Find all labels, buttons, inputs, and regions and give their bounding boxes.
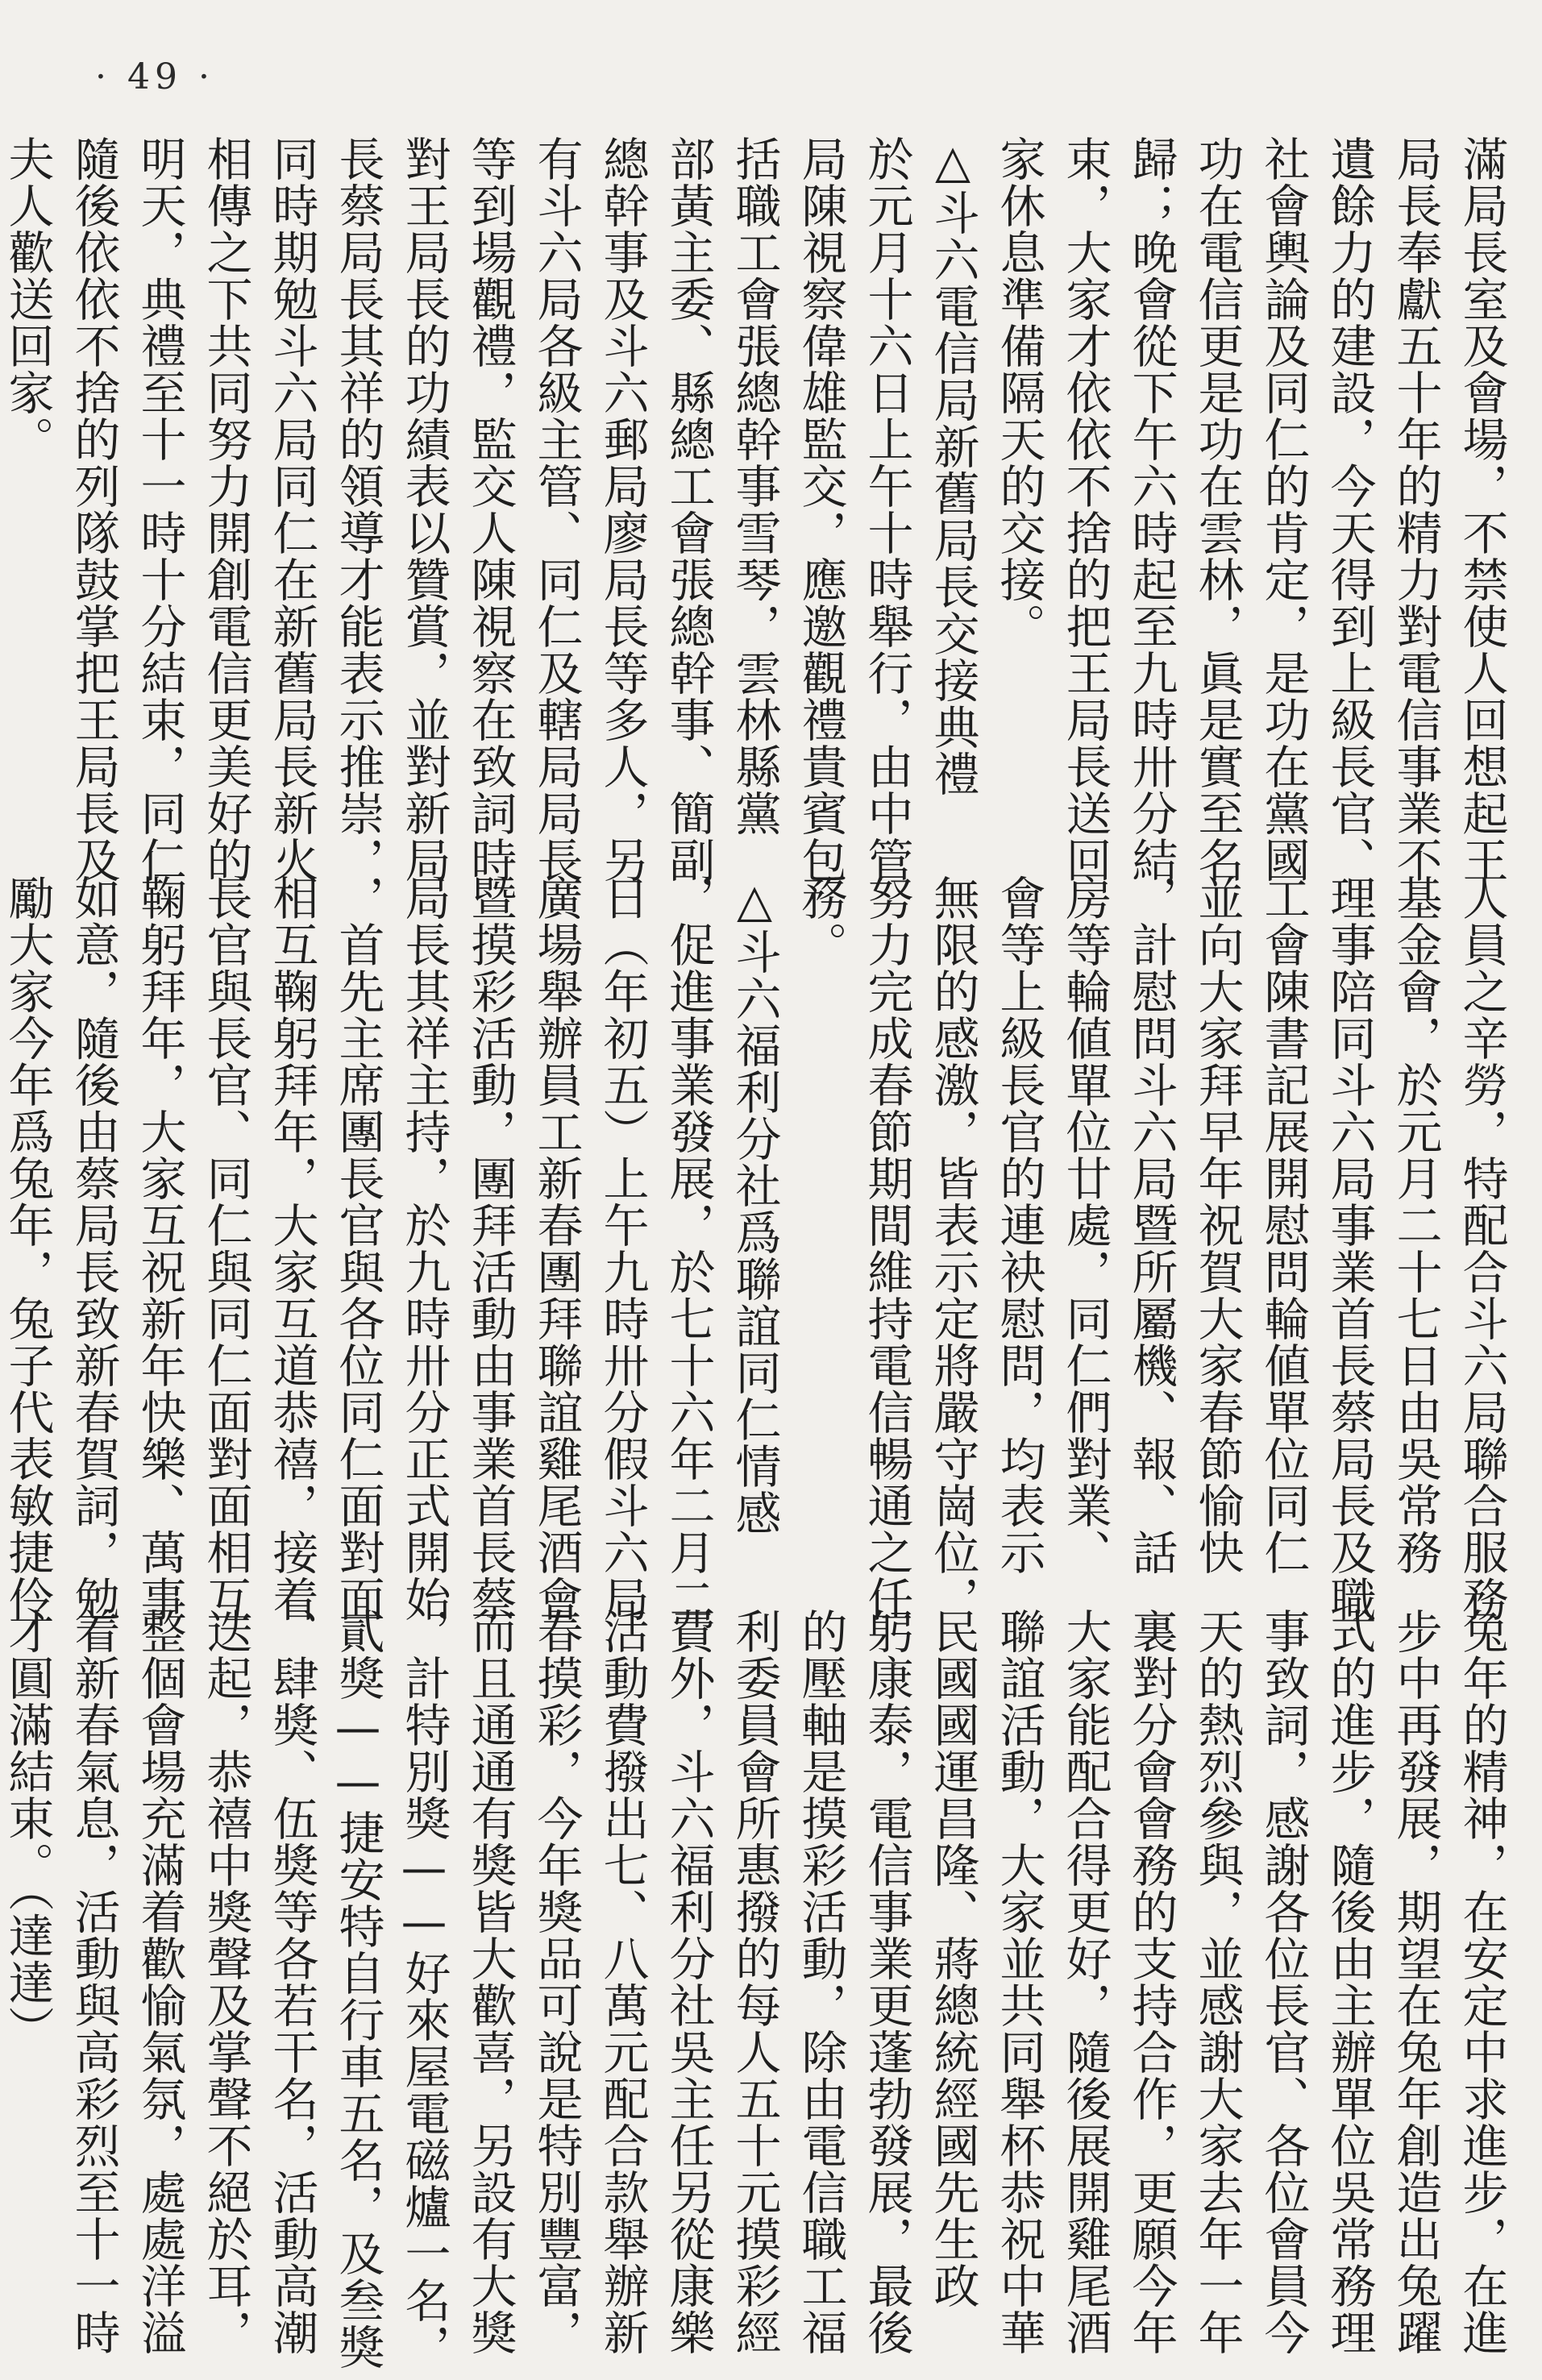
- text-column: ，計慰問斗六局暨所屬機、報、話: [1124, 874, 1178, 1576]
- text-column: 如意，隨後由蔡局長致新春賀詞，勉: [67, 874, 120, 1622]
- text-column: 貳獎——捷安特自行車五名，及叁獎: [331, 1608, 384, 2370]
- text-section-top: [0, 135, 1510, 883]
- text-column: 同時期勉斗六局同仁在新舊局長新火: [265, 135, 318, 883]
- text-column: 春摸彩，今年獎品可說是特別豐富，: [530, 1608, 583, 2356]
- text-column: 局長奉獻五十年的精力對電信事業不: [1389, 135, 1442, 883]
- text-column: 歸；晚會從下午六時起至九時卅分結: [1124, 135, 1178, 883]
- text-column: 並向大家拜早年祝賀大家春節愉快: [1191, 874, 1244, 1576]
- text-column: 明天，典禮至十一時十分結束，同仁: [133, 135, 186, 883]
- text-column: 式的進步，隨後由主辦單位吳常務理: [1323, 1608, 1376, 2356]
- text-column: 家休息準備隔天的交接。: [992, 135, 1045, 650]
- text-column: 無限的感激，皆表示定將嚴守崗位，: [926, 874, 979, 1622]
- text-column: 隨後依依不捨的列隊鼓掌把王局長及: [67, 135, 120, 883]
- text-column: 部黃主委、縣總工會張總幹事、簡副: [662, 135, 715, 883]
- text-column: 費外，斗六福利分社吳主任另從康樂: [662, 1608, 715, 2356]
- text-column: 對王局長的功績表以贊賞，並對新局: [397, 135, 451, 883]
- text-column: 滿局長室及會場，不禁使人回想起王: [1455, 135, 1508, 883]
- text-column: 理事陪同斗六局事業首長蔡局長及職: [1323, 874, 1376, 1622]
- text-column: 工會陳書記展開慰問輪値單位同仁: [1257, 874, 1310, 1576]
- text-column: 夫人歡送回家。: [1, 135, 54, 463]
- text-column: 兔年的精神，在安定中求進步，在進: [1455, 1608, 1508, 2356]
- text-column: 局長其祥主持，於九時卅分正式開始: [397, 874, 451, 1622]
- text-column: 長官與長官、同仁與同仁面對面相互: [199, 874, 252, 1622]
- text-column: 束，大家才依依不捨的把王局長送回: [1058, 135, 1112, 883]
- text-column: 於元月十六日上午十時舉行，由中管: [860, 135, 913, 883]
- text-column: 日（年初五）上午九時卅分假斗六局: [596, 874, 649, 1622]
- text-column: 社會輿論及同仁的肯定，是功在黨國: [1257, 135, 1310, 883]
- text-column: 步中再發展，期望在兔年創造出兔躍: [1389, 1608, 1442, 2356]
- text-column: 括職工會張總幹事雪琴，雲林縣黨: [728, 135, 781, 837]
- text-column: 而且通通有獎皆大歡喜，另設有大獎: [463, 1608, 517, 2356]
- text-column: 大家能配合得更好，隨後展開雞尾酒: [1058, 1608, 1112, 2356]
- text-column: 務。: [794, 874, 847, 968]
- text-column: 總幹事及斗六郵局廖局長等多人，另: [596, 135, 649, 883]
- text-column: 民國國運昌隆、蔣總統經國先生政: [926, 1608, 979, 2309]
- text-column: 房等輪値單位廿處，同仁們對業、: [1058, 874, 1112, 1576]
- text-column: 迭起，恭禧中獎聲及掌聲不絕於耳，: [199, 1608, 252, 2356]
- text-column: 才圓滿結束。（達達）: [1, 1608, 54, 2053]
- text-column: 躬康泰，電信事業更蓬勃發展，最後: [860, 1608, 913, 2356]
- text-column: 鞠躬拜年，大家互祝新年快樂、萬事: [133, 874, 186, 1622]
- text-column: 利委員會所惠撥的每人五十元摸彩經: [728, 1608, 781, 2356]
- text-section-bottom: [0, 1608, 1510, 2370]
- text-section-middle: [0, 874, 1510, 1622]
- text-column: △斗六福利分社爲聯誼同仁情感: [728, 874, 781, 1536]
- text-column: 事致詞，感謝各位長官、各位會員今: [1257, 1608, 1310, 2356]
- text-column: 廣場舉辦員工新春團拜聯誼雞尾酒會: [530, 874, 583, 1622]
- text-column: ，首先主席團長官與各位同仁面對面: [331, 874, 384, 1622]
- text-column: 、肆獎、伍獎等各若干名，活動高潮: [265, 1608, 318, 2356]
- text-column: 暨摸彩活動，團拜活動由事業首長蔡: [463, 874, 517, 1622]
- text-column: 相傳之下共同努力開創電信更美好的: [199, 135, 252, 883]
- text-column: 聯誼活動，大家並共同舉杯恭祝中華: [992, 1608, 1045, 2356]
- text-column: △斗六電信局新舊局長交接典禮: [926, 135, 979, 797]
- text-column: 裏對分會會務的支持合作，更願今年: [1124, 1608, 1178, 2356]
- page-number: · 49 ·: [95, 56, 214, 98]
- text-column: 基金會，於元月二十七日由吳常務: [1389, 874, 1442, 1576]
- text-column: 有斗六局各級主管、同仁及轄局局長: [530, 135, 583, 883]
- text-column: ，計特別獎——好來屋電磁爐一名，: [397, 1608, 451, 2370]
- text-column: 長蔡局長其祥的領導才能表示推崇，: [331, 135, 384, 883]
- text-column: 會等上級長官的連袂慰問，均表示: [992, 874, 1045, 1576]
- text-column: ，促進事業發展，於七十六年二月二: [662, 874, 715, 1622]
- text-column: 遺餘力的建設，今天得到上級長官、: [1323, 135, 1376, 883]
- text-column: 功在電信更是功在雲林，眞是實至名: [1191, 135, 1244, 883]
- text-column: 着新春氣息，活動與高彩烈至十一時: [67, 1608, 120, 2356]
- text-column: 努力完成春節期間維持電信暢通之任: [860, 874, 913, 1622]
- text-column: 活動費撥出七、八萬元配合款舉辦新: [596, 1608, 649, 2356]
- text-column: 局陳視察偉雄監交，應邀觀禮貴賓包: [794, 135, 847, 883]
- text-column: 勵大家今年爲兔年，兔子代表敏捷伶: [1, 874, 54, 1622]
- text-column: 等到場觀禮，監交人陳視察在致詞時: [463, 135, 517, 883]
- text-column: 整個會場充滿着歡愉氣氛，處處洋溢: [133, 1608, 186, 2356]
- text-column: 人員之辛勞，特配合斗六局聯合服務: [1455, 874, 1508, 1622]
- text-column: 相互鞠躬拜年，大家互道恭禧，接着: [265, 874, 318, 1622]
- text-column: 天的熱烈參與，並感謝大家去年一年: [1191, 1608, 1244, 2356]
- text-column: 的壓軸是摸彩活動，除由電信職工福: [794, 1608, 847, 2356]
